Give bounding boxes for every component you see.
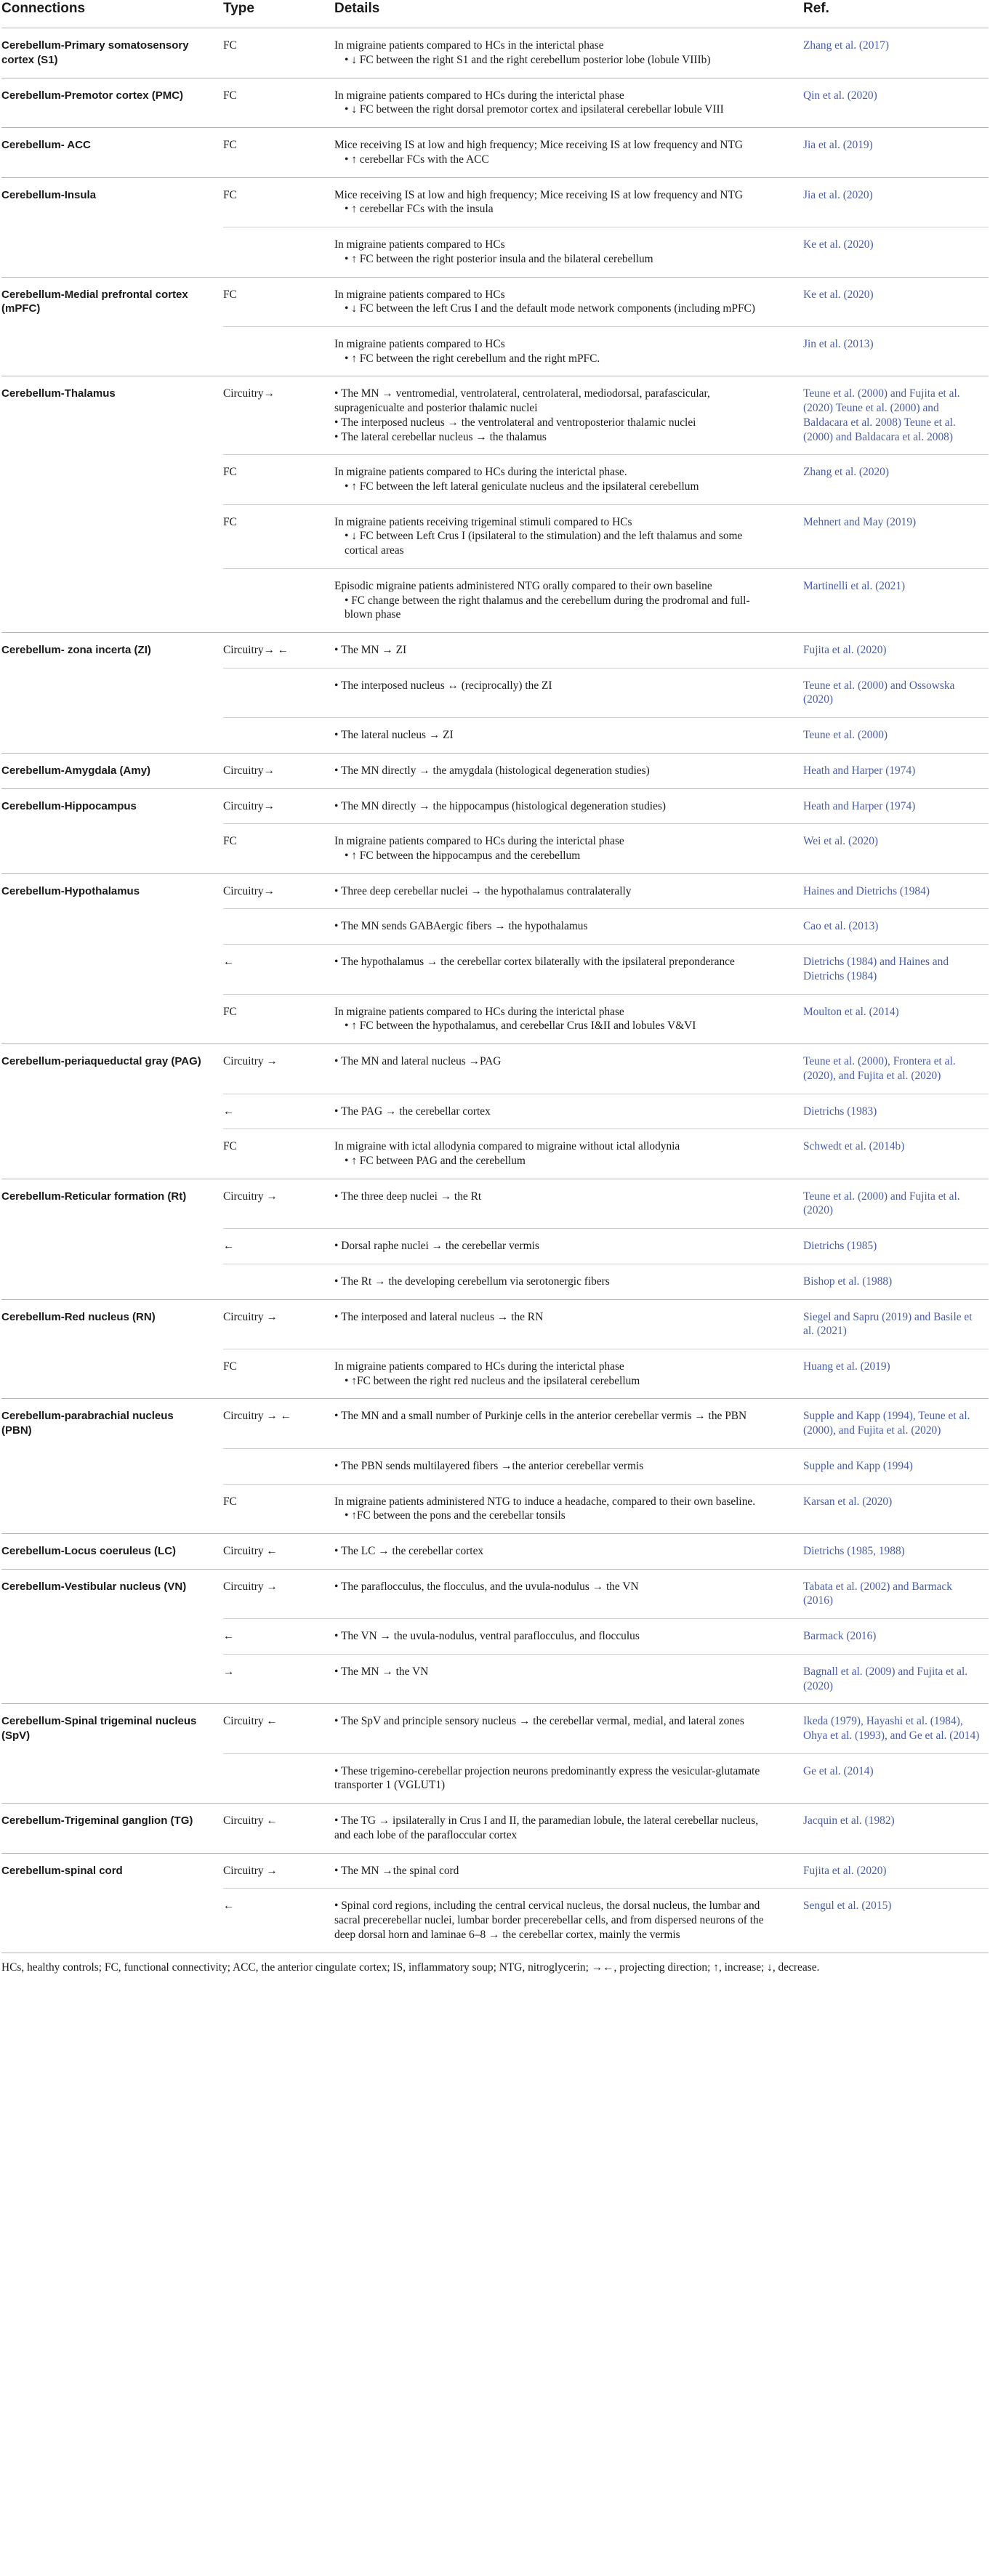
- reference-cell: [803, 1044, 989, 1094]
- reference-cell: [803, 1534, 989, 1570]
- table-row: [1, 873, 989, 909]
- connection-type: FC: [223, 504, 334, 568]
- reference-cell: [803, 376, 989, 455]
- detail-line: In migraine patients administered NTG to induce a headache, compared to their own baseline.: [334, 1495, 756, 1508]
- detail-line: In migraine patients compared to HCs: [334, 337, 505, 350]
- detail-bullet: • The MN directly → the amygdala (histological degeneration studies): [334, 764, 650, 777]
- reference-link[interactable]: Heath and Harper (1974): [803, 799, 916, 812]
- details-cell: [334, 78, 803, 127]
- connection-type: Circuitry → ←: [223, 1399, 334, 1448]
- detail-bullet: • ↓ FC between the left Crus I and the default mode network components (including mPFC): [345, 302, 755, 315]
- reference-link[interactable]: Cao et al. (2013): [803, 920, 879, 933]
- table-body: [1, 28, 989, 1953]
- details-cell: [334, 1229, 803, 1264]
- header-details: Details: [334, 0, 803, 28]
- details-cell: [334, 1619, 803, 1655]
- table-row: [1, 633, 989, 669]
- connection-type: Circuitry →: [223, 1179, 334, 1228]
- table-row: [1, 1704, 989, 1753]
- reference-link[interactable]: Teune et al. (2000) and Fujita et al. (2020): [803, 1190, 960, 1217]
- reference-link[interactable]: Bagnall et al. (2009) and Fujita et al. (2020): [803, 1665, 968, 1692]
- detail-bullet: • ↑ FC between the hypothalamus, and cerebellar Crus I&II and lobules V&VI: [345, 1020, 696, 1033]
- connection-name: Cerebellum-Spinal trigeminal nucleus (SpV): [1, 1704, 223, 1804]
- details-cell: [334, 227, 803, 277]
- reference-cell: [803, 1264, 989, 1299]
- reference-link[interactable]: Jia et al. (2019): [803, 139, 873, 152]
- table-row: [1, 1804, 989, 1853]
- reference-cell: [803, 277, 989, 326]
- detail-line: In migraine patients compared to HCs: [334, 288, 505, 301]
- connection-name: Cerebellum-Vestibular nucleus (VN): [1, 1569, 223, 1704]
- reference-link[interactable]: Moulton et al. (2014): [803, 1005, 899, 1018]
- details-cell: [334, 177, 803, 227]
- detail-bullet: • The SpV and principle sensory nucleus → the cerebellar vermal, medial, and lateral zones: [334, 1715, 744, 1728]
- details-cell: [334, 1448, 803, 1484]
- reference-cell: [803, 994, 989, 1043]
- detail-line: Mice receiving IS at low and high frequency; Mice receiving IS at low frequency and NTG: [334, 188, 743, 201]
- reference-cell: [803, 568, 989, 632]
- detail-line: In migraine patients receiving trigeminal stimuli compared to HCs: [334, 515, 632, 528]
- detail-bullet: • FC change between the right thalamus and the cerebellum during the prodromal and full-blown phase: [345, 594, 750, 621]
- detail-bullet: • Dorsal raphe nuclei → the cerebellar vermis: [334, 1240, 539, 1253]
- reference-cell: [803, 718, 989, 754]
- table-row: [1, 1179, 989, 1228]
- reference-cell: [803, 909, 989, 945]
- detail-bullet: • The MN → ZI: [334, 644, 407, 656]
- connection-name: Cerebellum-Trigeminal ganglion (TG): [1, 1804, 223, 1853]
- reference-link[interactable]: Huang et al. (2019): [803, 1360, 890, 1373]
- details-cell: [334, 945, 803, 994]
- reference-link[interactable]: Teune et al. (2000) and Fujita et al. (2020) Teune et al. (2000) and Baldacara et al. 2008) Teune et al. (2000) and Baldacara et al. 2008): [803, 387, 960, 443]
- reference-link[interactable]: Mehnert and May (2019): [803, 515, 917, 528]
- reference-link[interactable]: Teune et al. (2000): [803, 729, 888, 742]
- reference-link[interactable]: Jacquin et al. (1982): [803, 1814, 895, 1828]
- connection-name: Cerebellum-Medial prefrontal cortex (mPFC): [1, 277, 223, 376]
- detail-bullet: • The LC → the cerebellar cortex: [334, 1545, 484, 1557]
- detail-bullet: • The MN →the spinal cord: [334, 1864, 459, 1877]
- table-footnote: HCs, healthy controls; FC, functional connectivity; ACC, the anterior cingulate cortex; IS, inflammatory soup; NTG, nitroglycerin; →←, projecting direction; ↑, increase; ↓, decrease.: [1, 1953, 989, 1981]
- connection-type: Circuitry→: [223, 376, 334, 455]
- detail-bullet: • The MN and lateral nucleus →PAG: [334, 1055, 502, 1068]
- detail-bullet: • Three deep cerebellar nuclei → the hypothalamus contralaterally: [334, 884, 632, 897]
- connection-type: [223, 668, 334, 717]
- reference-link[interactable]: Karsan et al. (2020): [803, 1495, 893, 1508]
- table-row: [1, 1299, 989, 1349]
- table-row: [1, 376, 989, 455]
- reference-cell: [803, 326, 989, 376]
- connection-type: [223, 1753, 334, 1803]
- connection-type: Circuitry →: [223, 1044, 334, 1094]
- detail-bullet: • ↓ FC between the right dorsal premotor cortex and ipsilateral cerebellar lobule VIII: [345, 103, 724, 116]
- details-cell: [334, 994, 803, 1043]
- reference-link[interactable]: Jia et al. (2020): [803, 188, 873, 201]
- reference-cell: [803, 1484, 989, 1533]
- connection-name: Cerebellum-parabrachial nucleus (PBN): [1, 1399, 223, 1534]
- table-row: [1, 1534, 989, 1570]
- details-cell: [334, 326, 803, 376]
- reference-link[interactable]: Barmack (2016): [803, 1630, 877, 1643]
- connection-name: Cerebellum- zona incerta (ZI): [1, 633, 223, 754]
- details-cell: [334, 1569, 803, 1618]
- detail-bullet: • ↑ cerebellar FCs with the ACC: [345, 153, 489, 166]
- detail-bullet: • The three deep nuclei → the Rt: [334, 1190, 482, 1203]
- reference-cell: [803, 1129, 989, 1179]
- reference-link[interactable]: Supple and Kapp (1994), Teune et al. (2000), and Fujita et al. (2020): [803, 1410, 970, 1437]
- detail-line: Mice receiving IS at low and high frequency; Mice receiving IS at low frequency and NTG: [334, 139, 743, 152]
- detail-bullet: • The VN → the uvula-nodulus, ventral paraflocculus, and flocculus: [334, 1630, 640, 1643]
- reference-cell: [803, 1853, 989, 1889]
- reference-link[interactable]: Ke et al. (2020): [803, 238, 874, 251]
- detail-bullet: • The Rt → the developing cerebellum via serotonergic fibers: [334, 1275, 610, 1288]
- details-cell: [334, 1094, 803, 1129]
- reference-cell: [803, 227, 989, 277]
- reference-cell: [803, 633, 989, 669]
- reference-link[interactable]: Zhang et al. (2017): [803, 39, 889, 52]
- details-cell: [334, 1534, 803, 1570]
- table-row: [1, 1569, 989, 1618]
- reference-cell: [803, 177, 989, 227]
- detail-bullet: • The MN → ventromedial, ventrolateral, centrolateral, mediodorsal, parafascicular, supragenicualte and posterior thalamic nuclei: [334, 387, 710, 415]
- connection-type: [223, 1448, 334, 1484]
- details-cell: [334, 455, 803, 504]
- detail-line: In migraine patients compared to HCs during the interictal phase: [334, 1005, 624, 1018]
- connection-type: Circuitry→ ←: [223, 633, 334, 669]
- reference-link[interactable]: Teune et al. (2000), Frontera et al. (2020), and Fujita et al. (2020): [803, 1055, 956, 1082]
- detail-bullet: • The hypothalamus → the cerebellar cortex bilaterally with the ipsilateral preponderance: [334, 956, 735, 969]
- details-cell: [334, 1399, 803, 1448]
- detail-bullet: • The paraflocculus, the flocculus, and the uvula-nodulus → the VN: [334, 1580, 639, 1593]
- connection-type: FC: [223, 28, 334, 78]
- detail-bullet: • The MN sends GABAergic fibers → the hypothalamus: [334, 920, 588, 933]
- reference-cell: [803, 1753, 989, 1803]
- detail-line: In migraine patients compared to HCs during the interictal phase.: [334, 466, 627, 479]
- detail-bullet: • ↑ FC between the left lateral geniculate nucleus and the ipsilateral cerebellum: [345, 480, 699, 493]
- reference-link[interactable]: Ke et al. (2020): [803, 288, 874, 301]
- connection-type: [223, 718, 334, 754]
- details-cell: [334, 873, 803, 909]
- detail-line: In migraine patients compared to HCs: [334, 238, 505, 251]
- detail-bullet: • Spinal cord regions, including the central cervical nucleus, the dorsal nucleus, the lumbar and sacral precerebellar nuclei, lumbar border precerebellar cells, and from dispersed neurons of the deep dorsal horn and laminae 6–8 → the cerebellar cortex, mainly the vermis: [334, 1899, 764, 1941]
- reference-link[interactable]: Supple and Kapp (1994): [803, 1459, 913, 1472]
- details-cell: [334, 28, 803, 78]
- header-connections: Connections: [1, 0, 223, 28]
- connection-type: →: [223, 1654, 334, 1703]
- reference-link[interactable]: Teune et al. (2000) and Ossowska (2020): [803, 679, 955, 706]
- details-cell: [334, 568, 803, 632]
- detail-bullet: • ↑ FC between PAG and the cerebellum: [345, 1154, 526, 1167]
- details-cell: [334, 1853, 803, 1889]
- reference-link[interactable]: Dietrichs (1984) and Haines and Dietrichs (1984): [803, 956, 949, 982]
- reference-cell: [803, 1448, 989, 1484]
- detail-bullet: • The MN and a small number of Purkinje cells in the anterior cerebellar vermis → the PBN: [334, 1410, 747, 1423]
- table-row: [1, 753, 989, 788]
- detail-bullet: • These trigemino-cerebellar projection neurons predominantly express the vesicular-glutamate transporter 1 (VGLUT1): [334, 1764, 760, 1792]
- reference-cell: [803, 1349, 989, 1398]
- reference-cell: [803, 1619, 989, 1655]
- details-cell: [334, 824, 803, 873]
- connection-type: ←: [223, 945, 334, 994]
- reference-link[interactable]: Zhang et al. (2020): [803, 466, 889, 479]
- reference-cell: [803, 1569, 989, 1618]
- reference-link[interactable]: Dietrichs (1983): [803, 1105, 877, 1118]
- details-cell: [334, 633, 803, 669]
- detail-line: In migraine patients compared to HCs during the interictal phase: [334, 835, 624, 848]
- connection-name: Cerebellum-Amygdala (Amy): [1, 753, 223, 788]
- connection-name: Cerebellum-Red nucleus (RN): [1, 1299, 223, 1399]
- connection-type: Circuitry ←: [223, 1534, 334, 1570]
- reference-cell: [803, 1654, 989, 1703]
- detail-line: In migraine patients compared to HCs during the interictal phase: [334, 89, 624, 102]
- connection-type: FC: [223, 277, 334, 326]
- connection-type: ←: [223, 1619, 334, 1655]
- reference-link[interactable]: Tabata et al. (2002) and Barmack (2016): [803, 1580, 952, 1607]
- detail-bullet: • ↑FC between the right red nucleus and the ipsilateral cerebellum: [345, 1374, 640, 1387]
- detail-bullet: • The interposed and lateral nucleus → the RN: [334, 1310, 544, 1323]
- reference-cell: [803, 753, 989, 788]
- reference-cell: [803, 1229, 989, 1264]
- connection-type: Circuitry →: [223, 1299, 334, 1349]
- reference-cell: [803, 945, 989, 994]
- reference-link[interactable]: Schwedt et al. (2014b): [803, 1140, 905, 1153]
- details-cell: [334, 668, 803, 717]
- reference-cell: [803, 1179, 989, 1228]
- details-cell: [334, 277, 803, 326]
- connection-type: FC: [223, 824, 334, 873]
- details-cell: [334, 128, 803, 177]
- detail-bullet: • The PBN sends multilayered fibers →the anterior cerebellar vermis: [334, 1459, 644, 1472]
- details-cell: [334, 1179, 803, 1228]
- connection-type: FC: [223, 1129, 334, 1179]
- connection-type: Circuitry→: [223, 753, 334, 788]
- detail-bullet: • The MN directly → the hippocampus (histological degeneration studies): [334, 799, 667, 812]
- details-cell: [334, 1484, 803, 1533]
- table-row: [1, 1044, 989, 1094]
- details-cell: [334, 1299, 803, 1349]
- detail-bullet: • The TG → ipsilaterally in Crus I and II, the paramedian lobule, the lateral cerebellar nucleus, and each lobe of the parafloccular cortex: [334, 1814, 759, 1841]
- reference-cell: [803, 824, 989, 873]
- connection-type: Circuitry →: [223, 1569, 334, 1618]
- detail-line: In migraine patients compared to HCs in the interictal phase: [334, 39, 604, 52]
- connection-name: Cerebellum-Reticular formation (Rt): [1, 1179, 223, 1299]
- header-type: Type: [223, 0, 334, 28]
- connection-name: Cerebellum-Thalamus: [1, 376, 223, 633]
- details-cell: [334, 1044, 803, 1094]
- details-cell: [334, 376, 803, 455]
- connection-type: [223, 568, 334, 632]
- connection-type: ←: [223, 1889, 334, 1953]
- connection-type: ←: [223, 1094, 334, 1129]
- details-cell: [334, 1804, 803, 1853]
- reference-link[interactable]: Dietrichs (1985, 1988): [803, 1545, 905, 1557]
- details-cell: [334, 504, 803, 568]
- reference-cell: [803, 1299, 989, 1349]
- connection-type: Circuitry→: [223, 788, 334, 824]
- table-row: [1, 177, 989, 227]
- reference-cell: [803, 1399, 989, 1448]
- detail-line: Episodic migraine patients administered NTG orally compared to their own baseline: [334, 579, 712, 592]
- reference-cell: [803, 1889, 989, 1953]
- detail-line: In migraine with ictal allodynia compared to migraine without ictal allodynia: [334, 1140, 680, 1153]
- reference-cell: [803, 668, 989, 717]
- connection-type: Circuitry ←: [223, 1804, 334, 1853]
- detail-bullet: • The interposed nucleus → the ventrolateral and ventroposterior thalamic nuclei: [334, 416, 696, 429]
- detail-bullet: • The MN → the VN: [334, 1665, 429, 1678]
- connection-name: Cerebellum-Hippocampus: [1, 788, 223, 873]
- connection-name: Cerebellum-Hypothalamus: [1, 873, 223, 1043]
- connection-name: Cerebellum-Insula: [1, 177, 223, 277]
- reference-cell: [803, 873, 989, 909]
- details-cell: [334, 1753, 803, 1803]
- connection-name: Cerebellum-periaqueductal gray (PAG): [1, 1044, 223, 1179]
- detail-bullet: • ↑ FC between the right posterior insula and the bilateral cerebellum: [345, 252, 653, 265]
- detail-bullet: • The lateral nucleus → ZI: [334, 729, 454, 742]
- connections-table: [1, 0, 989, 1953]
- connection-type: FC: [223, 177, 334, 227]
- connection-type: FC: [223, 78, 334, 127]
- reference-link[interactable]: Jin et al. (2013): [803, 337, 874, 350]
- reference-link[interactable]: Dietrichs (1985): [803, 1240, 877, 1253]
- reference-link[interactable]: Haines and Dietrichs (1984): [803, 884, 930, 897]
- connection-type: FC: [223, 128, 334, 177]
- details-cell: [334, 909, 803, 945]
- connection-type: FC: [223, 455, 334, 504]
- table-row: [1, 277, 989, 326]
- connection-type: FC: [223, 1349, 334, 1398]
- reference-cell: [803, 128, 989, 177]
- table-header: [1, 0, 989, 28]
- detail-bullet: • ↑ FC between the right cerebellum and the right mPFC.: [345, 352, 600, 365]
- reference-cell: [803, 504, 989, 568]
- detail-bullet: • ↓ FC between Left Crus I (ipsilateral to the stimulation) and the left thalamus and some cortical areas: [345, 530, 743, 557]
- connection-type: Circuitry →: [223, 1853, 334, 1889]
- table-row: [1, 78, 989, 127]
- reference-cell: [803, 455, 989, 504]
- reference-link[interactable]: Ikeda (1979), Hayashi et al. (1984), Ohya et al. (1993), and Ge et al. (2014): [803, 1715, 980, 1743]
- details-cell: [334, 1654, 803, 1703]
- reference-link[interactable]: Fujita et al. (2020): [803, 644, 887, 656]
- detail-bullet: • The interposed nucleus ↔ (reciprocally) the ZI: [334, 679, 552, 692]
- connection-name: Cerebellum-Premotor cortex (PMC): [1, 78, 223, 127]
- detail-bullet: • The PAG → the cerebellar cortex: [334, 1105, 491, 1118]
- detail-bullet: • ↓ FC between the right S1 and the right cerebellum posterior lobe (lobule VIIIb): [345, 54, 711, 67]
- detail-line: In migraine patients compared to HCs during the interictal phase: [334, 1360, 624, 1373]
- connection-name: Cerebellum-Primary somatosensory cortex (S1): [1, 28, 223, 78]
- connection-type: [223, 909, 334, 945]
- details-cell: [334, 1889, 803, 1953]
- reference-link[interactable]: Bishop et al. (1988): [803, 1275, 893, 1288]
- table-row: [1, 128, 989, 177]
- reference-cell: [803, 78, 989, 127]
- reference-link[interactable]: Ge et al. (2014): [803, 1764, 874, 1777]
- connection-type: [223, 1264, 334, 1299]
- details-cell: [334, 1704, 803, 1753]
- details-cell: [334, 1349, 803, 1398]
- table-row: [1, 28, 989, 78]
- table-row: [1, 788, 989, 824]
- connection-name: Cerebellum-spinal cord: [1, 1853, 223, 1952]
- connection-type: [223, 326, 334, 376]
- detail-bullet: • ↑FC between the pons and the cerebellar tonsils: [345, 1509, 566, 1522]
- connection-type: ←: [223, 1229, 334, 1264]
- reference-link[interactable]: Fujita et al. (2020): [803, 1864, 887, 1877]
- reference-cell: [803, 28, 989, 78]
- reference-link[interactable]: Qin et al. (2020): [803, 89, 877, 102]
- connection-type: Circuitry→: [223, 873, 334, 909]
- details-cell: [334, 718, 803, 754]
- reference-cell: [803, 1094, 989, 1129]
- details-cell: [334, 788, 803, 824]
- detail-bullet: • ↑ cerebellar FCs with the insula: [345, 203, 494, 216]
- reference-link[interactable]: Heath and Harper (1974): [803, 764, 916, 777]
- reference-link[interactable]: Sengul et al. (2015): [803, 1899, 892, 1913]
- details-cell: [334, 1129, 803, 1179]
- detail-bullet: • The lateral cerebellar nucleus → the thalamus: [334, 430, 547, 443]
- connection-name: Cerebellum-Locus coeruleus (LC): [1, 1534, 223, 1570]
- reference-cell: [803, 1704, 989, 1753]
- connection-type: [223, 227, 334, 277]
- detail-bullet: • ↑ FC between the hippocampus and the cerebellum: [345, 849, 581, 863]
- connection-type: Circuitry ←: [223, 1704, 334, 1753]
- header-ref: Ref.: [803, 0, 989, 28]
- details-cell: [334, 753, 803, 788]
- table-row: [1, 1399, 989, 1448]
- connection-type: FC: [223, 994, 334, 1043]
- connection-type: FC: [223, 1484, 334, 1533]
- details-cell: [334, 1264, 803, 1299]
- reference-cell: [803, 788, 989, 824]
- table-row: [1, 1853, 989, 1889]
- reference-link[interactable]: Wei et al. (2020): [803, 835, 879, 848]
- connection-name: Cerebellum- ACC: [1, 128, 223, 177]
- reference-cell: [803, 1804, 989, 1853]
- reference-link[interactable]: Martinelli et al. (2021): [803, 579, 906, 592]
- reference-link[interactable]: Siegel and Sapru (2019) and Basile et al. (2021): [803, 1310, 973, 1338]
